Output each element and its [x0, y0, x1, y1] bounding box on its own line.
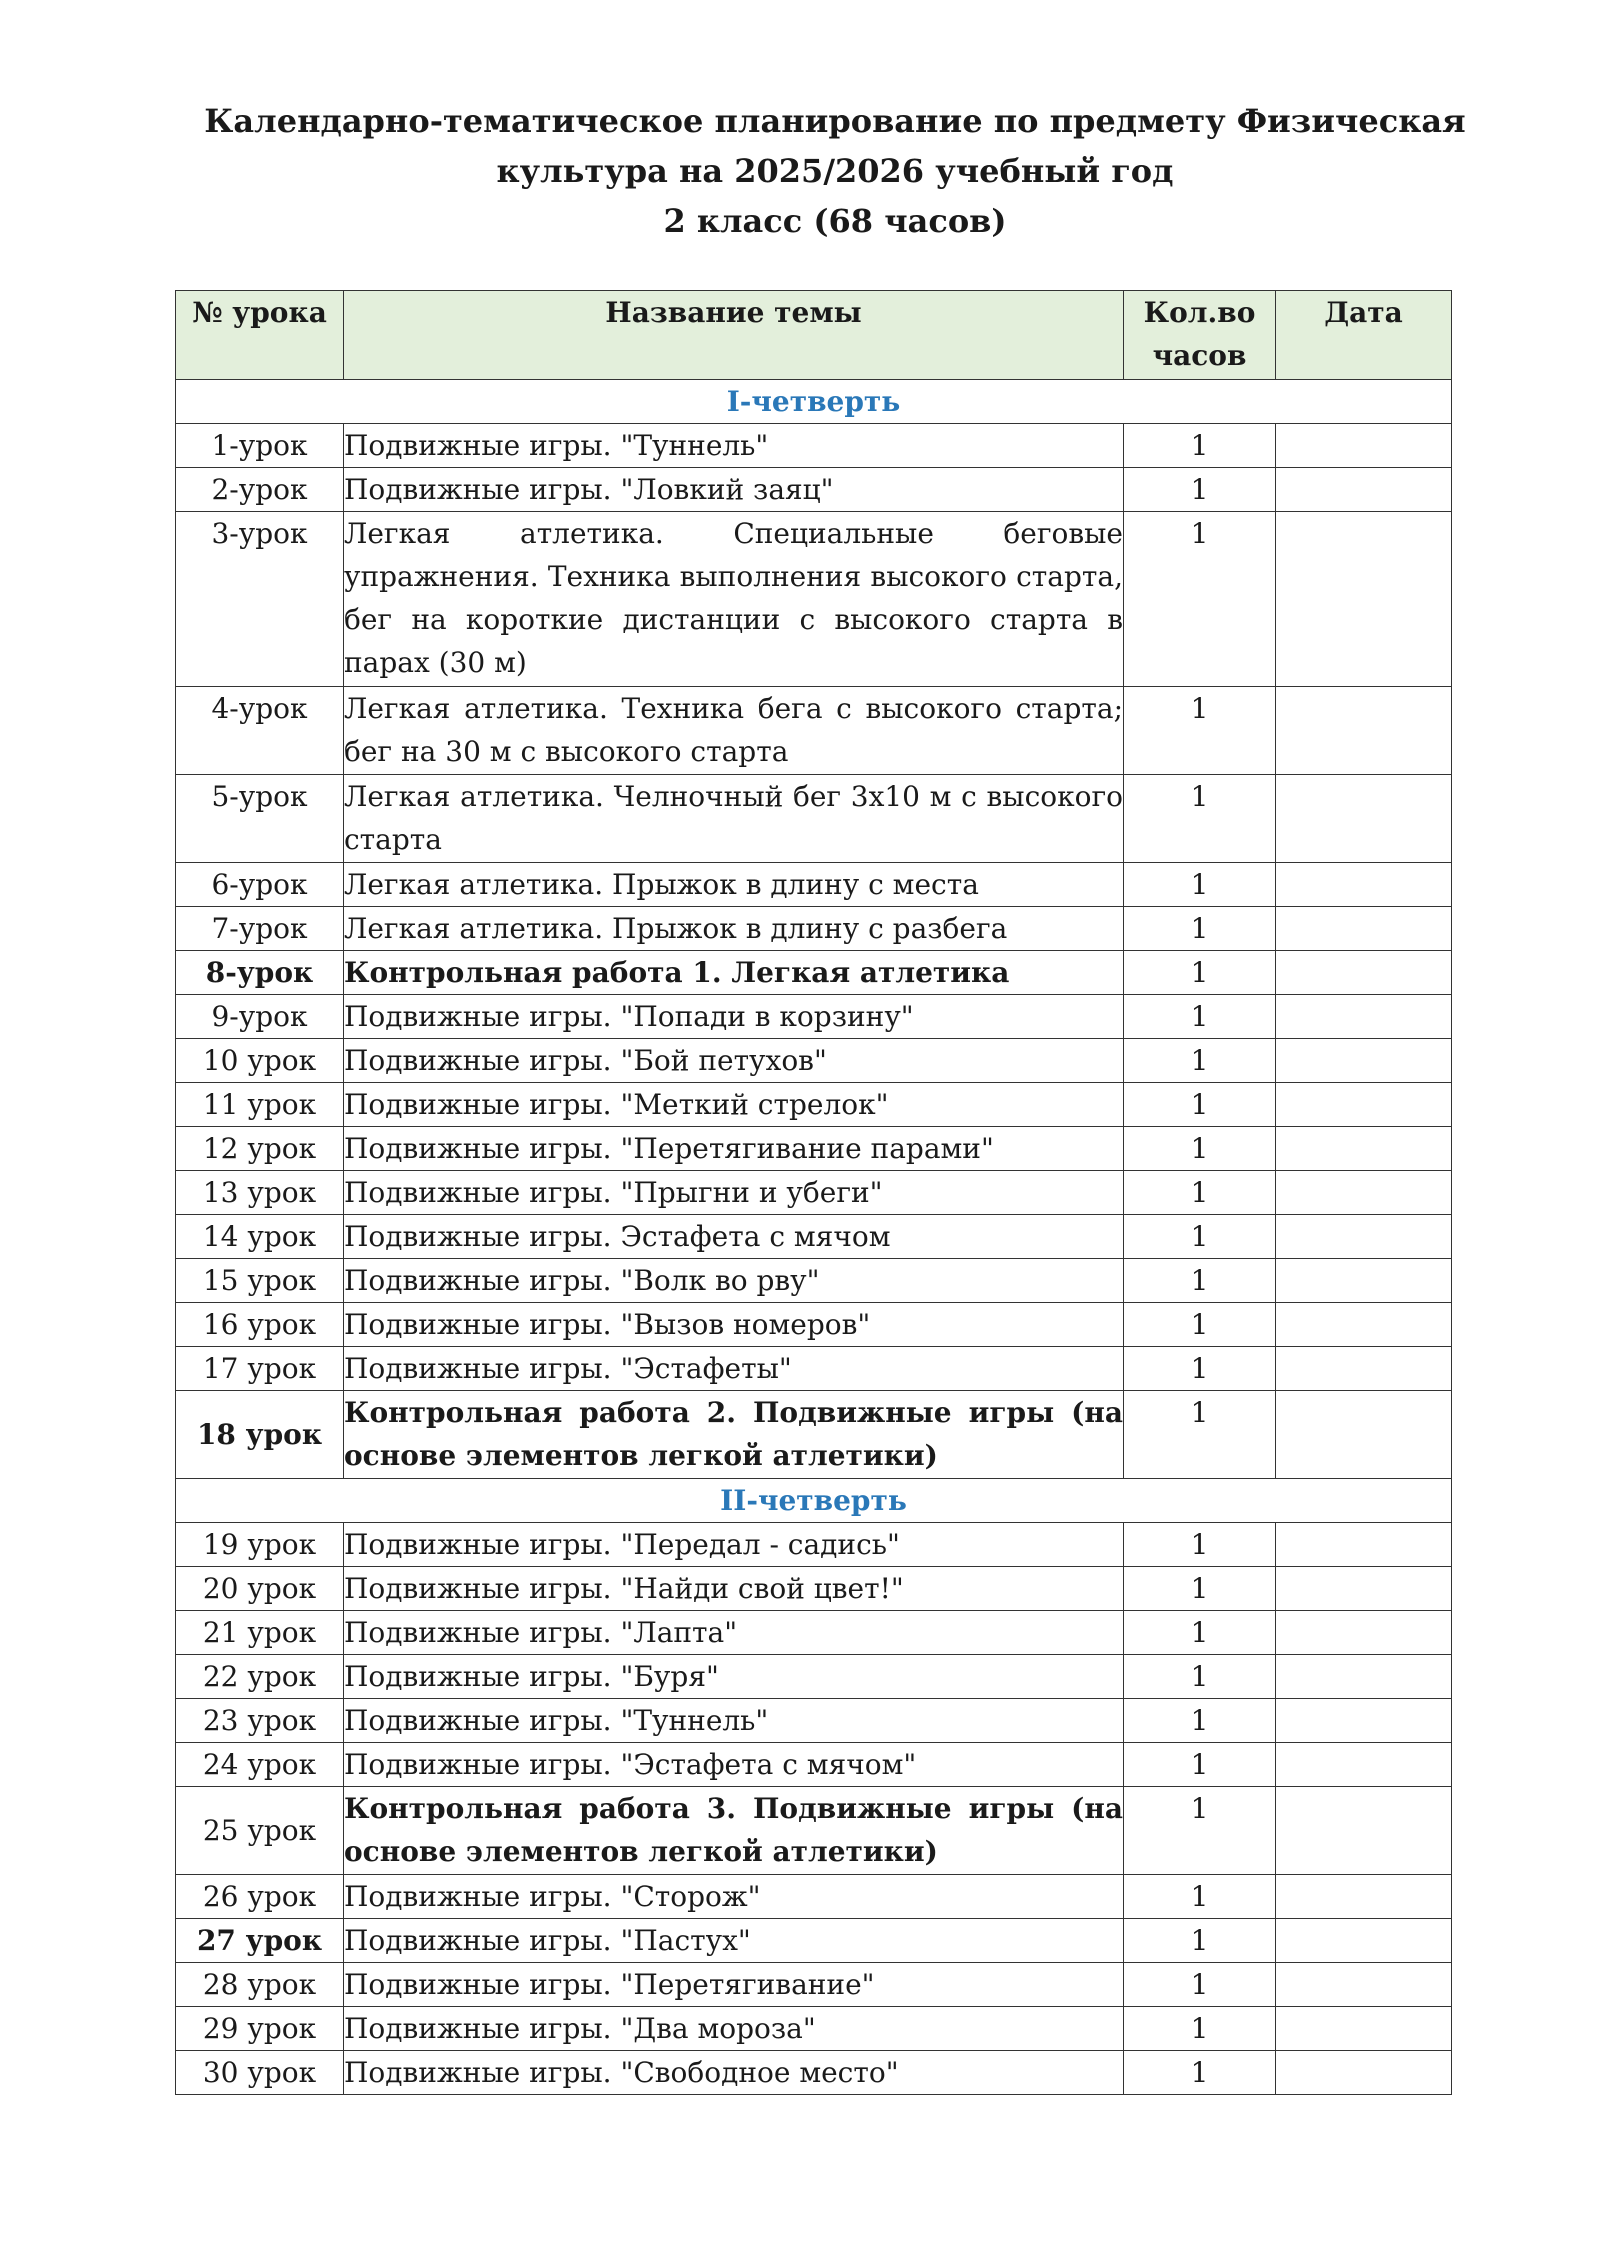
lesson-date: [1276, 1127, 1452, 1171]
lesson-date: [1276, 995, 1452, 1039]
lesson-number: 23 урок: [176, 1699, 344, 1743]
lesson-number: 14 урок: [176, 1215, 344, 1259]
lesson-hours: 1: [1124, 1919, 1276, 1963]
table-row: [176, 687, 1452, 775]
header-hours: [1124, 291, 1276, 380]
lesson-number: 16 урок: [176, 1303, 344, 1347]
lesson-number: 2-урок: [176, 468, 344, 512]
header-hours-line-2: часов: [1152, 339, 1247, 372]
lesson-number: 25 урок: [176, 1787, 344, 1875]
lesson-hours: 1: [1124, 775, 1276, 863]
lesson-topic: Подвижные игры. "Меткий стрелок": [344, 1083, 1124, 1127]
header-hours-line-1: Кол.во: [1143, 296, 1256, 329]
table-row: [176, 775, 1452, 863]
lesson-hours: 1: [1124, 1699, 1276, 1743]
lesson-topic: Подвижные игры. "Прыгни и убеги": [344, 1171, 1124, 1215]
lesson-date: [1276, 1347, 1452, 1391]
table-row: [176, 1743, 1452, 1787]
lesson-hours: 1: [1124, 1787, 1276, 1875]
lesson-hours: 1: [1124, 2051, 1276, 2095]
lesson-hours: 1: [1124, 1127, 1276, 1171]
lesson-hours: 1: [1124, 1567, 1276, 1611]
lesson-number: 27 урок: [176, 1919, 344, 1963]
lesson-hours: 1: [1124, 1215, 1276, 1259]
lesson-date: [1276, 1567, 1452, 1611]
header-date: Дата: [1276, 291, 1452, 380]
lesson-number: 21 урок: [176, 1611, 344, 1655]
lesson-date: [1276, 424, 1452, 468]
lesson-date: [1276, 2051, 1452, 2095]
table-row: [176, 2051, 1452, 2095]
lesson-hours: 1: [1124, 863, 1276, 907]
table-row: [176, 1391, 1452, 1479]
table-row: [176, 1127, 1452, 1171]
lesson-topic: Подвижные игры. "Эстафета с мячом": [344, 1743, 1124, 1787]
table-row: [176, 424, 1452, 468]
lesson-hours: 1: [1124, 1171, 1276, 1215]
lesson-topic: Подвижные игры. "Бой петухов": [344, 1039, 1124, 1083]
lesson-date: [1276, 1787, 1452, 1875]
lesson-date: [1276, 1963, 1452, 2007]
lesson-number: 15 урок: [176, 1259, 344, 1303]
lesson-date: [1276, 1699, 1452, 1743]
lesson-date: [1276, 1083, 1452, 1127]
lesson-hours: 1: [1124, 1039, 1276, 1083]
lesson-topic: Подвижные игры. "Туннель": [344, 424, 1124, 468]
title-line-1: Календарно-тематическое планирование по предмету Физическая: [204, 102, 1466, 140]
lesson-number: 13 урок: [176, 1171, 344, 1215]
lesson-number: 6-урок: [176, 863, 344, 907]
table-row: [176, 1171, 1452, 1215]
lesson-date: [1276, 1303, 1452, 1347]
lesson-topic: Подвижные игры. "Найди свой цвет!": [344, 1567, 1124, 1611]
lesson-hours: 1: [1124, 951, 1276, 995]
lesson-number: 12 урок: [176, 1127, 344, 1171]
lesson-date: [1276, 1655, 1452, 1699]
lesson-date: [1276, 1171, 1452, 1215]
lesson-hours: 1: [1124, 1347, 1276, 1391]
lesson-topic: Подвижные игры. "Свободное место": [344, 2051, 1124, 2095]
lesson-number: 8-урок: [176, 951, 344, 995]
lesson-date: [1276, 951, 1452, 995]
lesson-date: [1276, 775, 1452, 863]
table-row: [176, 1699, 1452, 1743]
table-row: [176, 951, 1452, 995]
lesson-date: [1276, 1391, 1452, 1479]
table-row: [176, 2007, 1452, 2051]
lesson-topic: Подвижные игры. "Туннель": [344, 1699, 1124, 1743]
table-row: [176, 468, 1452, 512]
lesson-date: [1276, 1611, 1452, 1655]
lesson-topic: Подвижные игры. "Пастух": [344, 1919, 1124, 1963]
lesson-topic: Контрольная работа 2. Подвижные игры (на основе элементов легкой атлетики): [344, 1391, 1124, 1479]
lesson-topic: Легкая атлетика. Челночный бег 3х10 м с высокого старта: [344, 775, 1124, 863]
lesson-topic: Подвижные игры. "Попади в корзину": [344, 995, 1124, 1039]
lesson-date: [1276, 512, 1452, 687]
table-row: [176, 1655, 1452, 1699]
lesson-topic: Подвижные игры. "Ловкий заяц": [344, 468, 1124, 512]
lesson-topic: Подвижные игры. "Лапта": [344, 1611, 1124, 1655]
page-title: [175, 96, 1495, 246]
table-row: [176, 863, 1452, 907]
lesson-number: 9-урок: [176, 995, 344, 1039]
lesson-number: 20 урок: [176, 1567, 344, 1611]
lesson-date: [1276, 2007, 1452, 2051]
lesson-number: 19 урок: [176, 1523, 344, 1567]
lesson-number: 30 урок: [176, 2051, 344, 2095]
lesson-hours: 1: [1124, 1303, 1276, 1347]
lesson-date: [1276, 1215, 1452, 1259]
header-topic: Название темы: [344, 291, 1124, 380]
lesson-date: [1276, 1875, 1452, 1919]
quarter-label: I-четверть: [176, 380, 1452, 424]
lesson-date: [1276, 1523, 1452, 1567]
lesson-hours: 1: [1124, 907, 1276, 951]
lesson-hours: 1: [1124, 424, 1276, 468]
lesson-hours: 1: [1124, 1875, 1276, 1919]
lesson-number: 10 урок: [176, 1039, 344, 1083]
table-row: [176, 1039, 1452, 1083]
lesson-topic: Подвижные игры. "Сторож": [344, 1875, 1124, 1919]
lesson-date: [1276, 1259, 1452, 1303]
lesson-hours: 1: [1124, 1611, 1276, 1655]
lesson-number: 26 урок: [176, 1875, 344, 1919]
lesson-topic: Контрольная работа 1. Легкая атлетика: [344, 951, 1124, 995]
lesson-date: [1276, 1919, 1452, 1963]
lesson-hours: 1: [1124, 1963, 1276, 2007]
lesson-hours: 1: [1124, 1391, 1276, 1479]
lesson-topic: Легкая атлетика. Специальные беговые упражнения. Техника выполнения высокого старта, бег на короткие дистанции с высокого старта в парах (30 м): [344, 512, 1124, 687]
lesson-topic: Легкая атлетика. Техника бега с высокого старта; бег на 30 м с высокого старта: [344, 687, 1124, 775]
lesson-date: [1276, 1743, 1452, 1787]
lesson-topic: Контрольная работа 3. Подвижные игры (на основе элементов легкой атлетики): [344, 1787, 1124, 1875]
lesson-topic: Подвижные игры. "Эстафеты": [344, 1347, 1124, 1391]
lesson-number: 22 урок: [176, 1655, 344, 1699]
lesson-hours: 1: [1124, 1523, 1276, 1567]
lesson-topic: Подвижные игры. "Буря": [344, 1655, 1124, 1699]
table-row: [176, 907, 1452, 951]
table-row: [176, 1215, 1452, 1259]
lesson-topic: Подвижные игры. "Волк во рву": [344, 1259, 1124, 1303]
table-row: [176, 1259, 1452, 1303]
lesson-hours: 1: [1124, 1743, 1276, 1787]
table-header-row: [176, 291, 1452, 380]
table-row: [176, 1963, 1452, 2007]
lesson-hours: 1: [1124, 2007, 1276, 2051]
quarter-row: [176, 380, 1452, 424]
lesson-topic: Подвижные игры. "Вызов номеров": [344, 1303, 1124, 1347]
title-line-2: культура на 2025/2026 учебный год: [496, 152, 1174, 190]
table-row: [176, 1083, 1452, 1127]
lesson-number: 3-урок: [176, 512, 344, 687]
table-row: [176, 995, 1452, 1039]
lesson-number: 7-урок: [176, 907, 344, 951]
table-row: [176, 1611, 1452, 1655]
lesson-date: [1276, 907, 1452, 951]
lesson-topic: Подвижные игры. "Перетягивание парами": [344, 1127, 1124, 1171]
lesson-hours: 1: [1124, 468, 1276, 512]
lesson-number: 4-урок: [176, 687, 344, 775]
lesson-hours: 1: [1124, 1259, 1276, 1303]
lesson-date: [1276, 863, 1452, 907]
quarter-label: II-четверть: [176, 1479, 1452, 1523]
lesson-hours: 1: [1124, 1083, 1276, 1127]
lesson-topic: Подвижные игры. "Передал - садись": [344, 1523, 1124, 1567]
table-row: [176, 1567, 1452, 1611]
lesson-date: [1276, 687, 1452, 775]
lesson-topic: Подвижные игры. Эстафета с мячом: [344, 1215, 1124, 1259]
lesson-plan-table: [175, 290, 1452, 2095]
lesson-topic: Подвижные игры. "Два мороза": [344, 2007, 1124, 2051]
title-line-3: 2 класс (68 часов): [663, 202, 1007, 240]
lesson-hours: 1: [1124, 512, 1276, 687]
table-row: [176, 1303, 1452, 1347]
quarter-row: [176, 1479, 1452, 1523]
lesson-number: 24 урок: [176, 1743, 344, 1787]
header-lesson-number: № урока: [176, 291, 344, 380]
lesson-number: 1-урок: [176, 424, 344, 468]
lesson-topic: Легкая атлетика. Прыжок в длину с разбега: [344, 907, 1124, 951]
table-row: [176, 1347, 1452, 1391]
lesson-date: [1276, 1039, 1452, 1083]
lesson-hours: 1: [1124, 687, 1276, 775]
lesson-number: 11 урок: [176, 1083, 344, 1127]
table-row: [176, 1523, 1452, 1567]
table-row: [176, 512, 1452, 687]
lesson-number: 5-урок: [176, 775, 344, 863]
lesson-hours: 1: [1124, 995, 1276, 1039]
lesson-topic: Подвижные игры. "Перетягивание": [344, 1963, 1124, 2007]
lesson-number: 28 урок: [176, 1963, 344, 2007]
table-row: [176, 1875, 1452, 1919]
lesson-hours: 1: [1124, 1655, 1276, 1699]
lesson-number: 17 урок: [176, 1347, 344, 1391]
table-row: [176, 1919, 1452, 1963]
table-row: [176, 1787, 1452, 1875]
lesson-date: [1276, 468, 1452, 512]
lesson-number: 29 урок: [176, 2007, 344, 2051]
lesson-number: 18 урок: [176, 1391, 344, 1479]
lesson-topic: Легкая атлетика. Прыжок в длину с места: [344, 863, 1124, 907]
